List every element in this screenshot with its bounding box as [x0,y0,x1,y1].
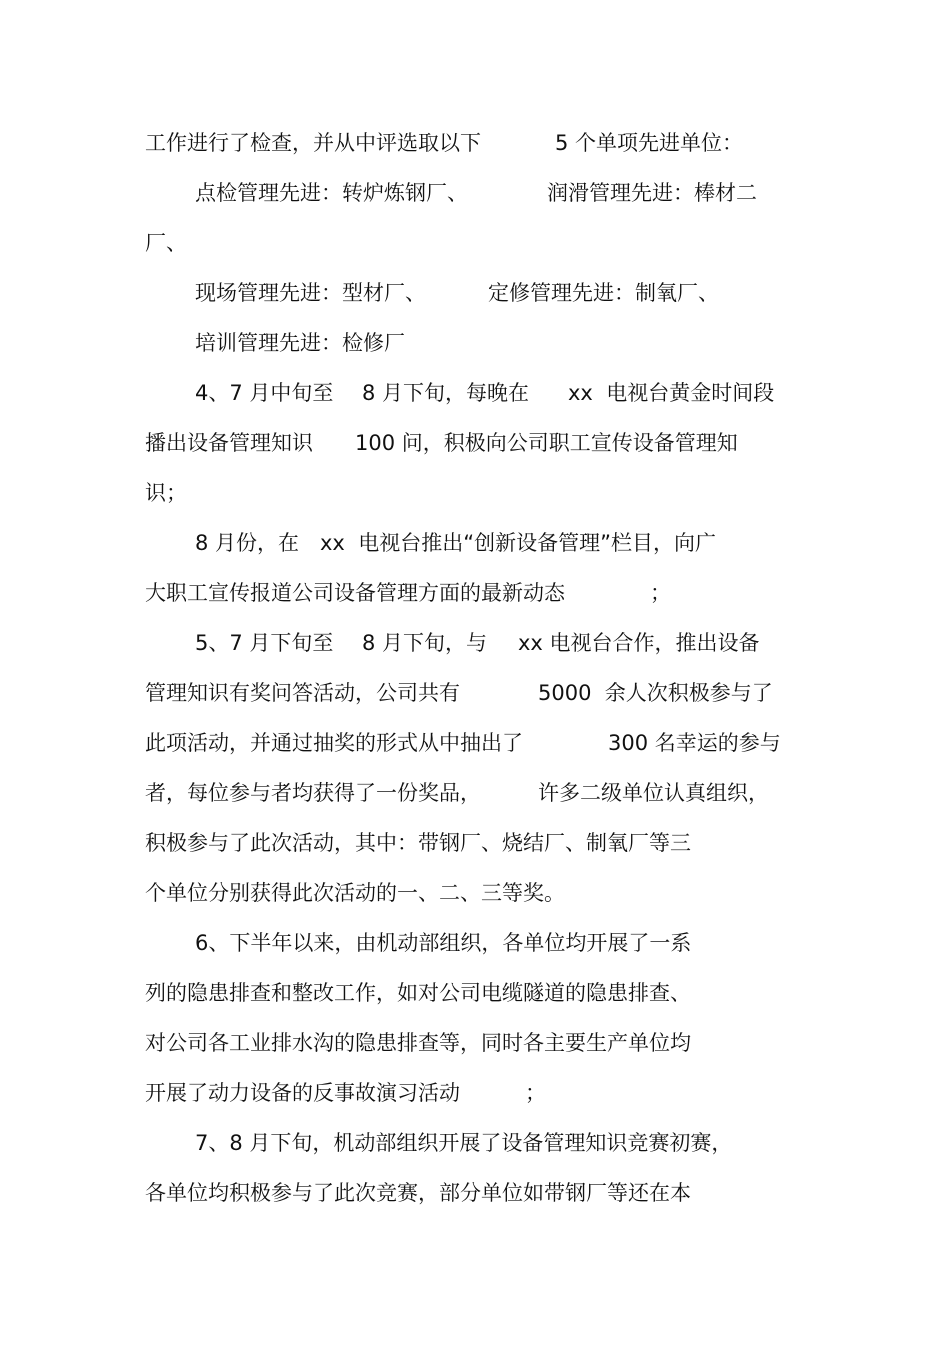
text-segment: 8 月下旬，每晚在 [362,381,530,405]
text-segment: 管理知识有奖问答活动，公司共有 [145,681,460,705]
text-segment: 300 名幸运的参与 [608,731,781,755]
text-segment: 5、7 月下旬至 [195,631,334,655]
text-line [195,180,757,284]
text-segment: 6、下半年以来，由机动部组织，各单位均开展了一系 [195,931,692,955]
text-segment: 现场管理先进：型材厂、 [195,281,426,305]
text-segment: 培训管理先进：检修厂 [195,331,405,355]
text-segment: 积极参与了此次活动，其中：带钢厂、烧结厂、制氧厂等三 [145,831,691,855]
text-segment: 许多二级单位认真组织， [538,781,769,805]
text-segment: 识； [145,481,187,505]
text-segment: 各单位均积极参与了此次竞赛，部分单位如带钢厂等还在本 [145,1181,691,1205]
text-line [145,1180,691,1258]
text-segment: 个单位分别获得此次活动的一、二、三等奖。 [145,881,565,905]
text-segment: 列的隐患排查和整改工作，如对公司电缆隧道的隐患排查、 [145,981,691,1005]
text-segment: 厂、 [145,231,187,255]
text-segment: xx 电视台合作，推出设备 [518,631,760,655]
text-segment: ； [525,1081,546,1105]
text-segment: 大职工宣传报道公司设备管理方面的最新动态 [145,581,565,605]
text-segment: 此项活动，并通过抽奖的形式从中抽出了 [145,731,523,755]
text-segment: 点检管理先进：转炉炼钢厂、 [195,181,468,205]
text-segment: 对公司各工业排水沟的隐患排查等，同时各主要生产单位均 [145,1031,691,1055]
text-line [145,480,187,558]
text-segment: 播出设备管理知识 [145,431,313,455]
text-segment: 100 问，积极向公司职工宣传设备管理知 [355,431,738,455]
text-segment: xx 电视台黄金时间段 [568,381,775,405]
text-segment: 定修管理先进：制氧厂、 [488,281,719,305]
text-segment: ； [650,581,671,605]
text-segment: 7、8 月下旬，机动部组织开展了设备管理知识竞赛初赛， [195,1131,733,1155]
text-segment: 5 个单项先进单位： [555,131,744,155]
text-segment: xx 电视台推出“创新设备管理”栏目，向广 [320,531,716,555]
text-segment: 者，每位参与者均获得了一份奖品， [145,781,481,805]
text-segment: 8 月份，在 [195,531,300,555]
text-segment: 8 月下旬，与 [362,631,488,655]
text-segment: 润滑管理先进：棒材二 [547,181,757,205]
text-segment: 开展了动力设备的反事故演习活动 [145,1081,460,1105]
text-line [145,230,187,308]
text-segment: 5000 余人次积极参与了 [538,681,773,705]
text-segment: 4、7 月中旬至 [195,381,334,405]
text-segment: 工作进行了检查，并从中评选取以下 [145,131,481,155]
